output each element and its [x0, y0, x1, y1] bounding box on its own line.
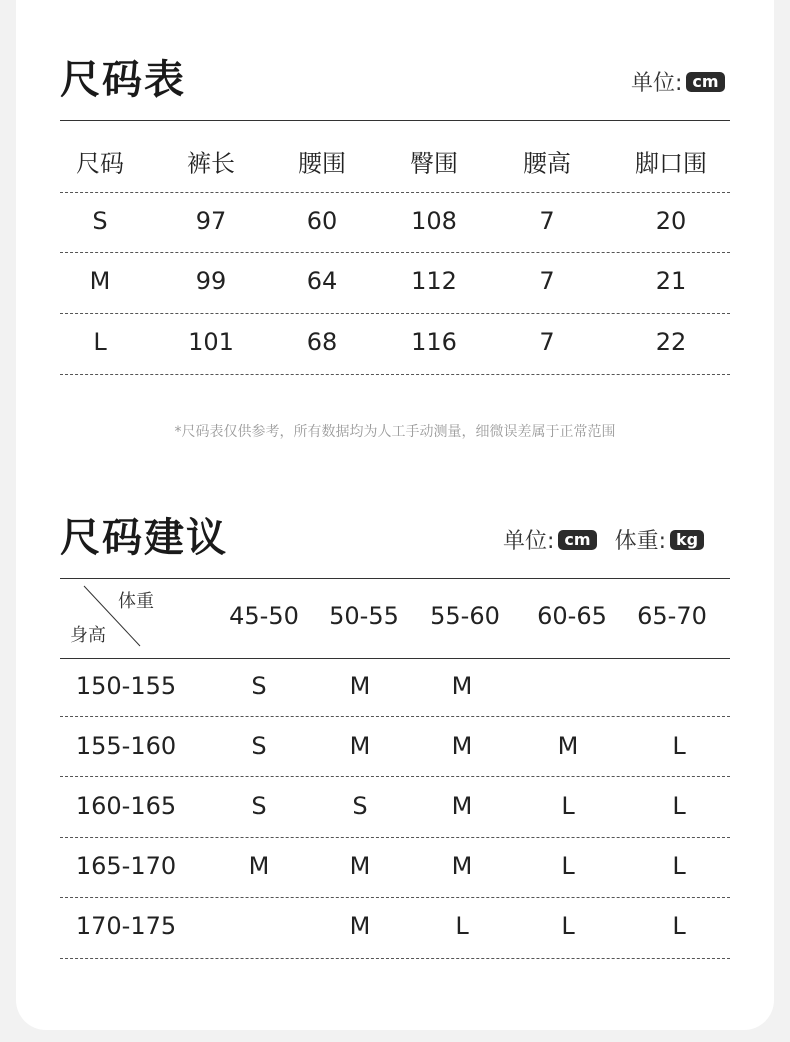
- header-weight-range: 50-55: [329, 602, 399, 630]
- size-cell: M: [451, 792, 473, 820]
- row-divider: [60, 716, 730, 717]
- suggest-table-title: 尺码建议: [60, 515, 228, 561]
- table-cell: 20: [655, 207, 687, 235]
- size-cell: L: [455, 912, 469, 940]
- size-cell: L: [561, 852, 575, 880]
- header-length: 裤长: [187, 149, 235, 178]
- row-divider: [60, 837, 730, 838]
- table-cell: 97: [195, 207, 227, 235]
- header-hem: 脚口围: [635, 149, 707, 178]
- table-cell: M: [89, 267, 111, 295]
- header-rise: 腰高: [523, 149, 571, 178]
- unit-label: 单位:: [631, 71, 683, 96]
- size-cell: M: [248, 852, 270, 880]
- height-range: 165-170: [75, 852, 177, 880]
- size-cell: M: [349, 732, 371, 760]
- table-cell: S: [92, 207, 108, 235]
- size-cell: M: [349, 852, 371, 880]
- table-cell: 68: [306, 328, 338, 356]
- row-divider: [60, 958, 730, 959]
- table-cell: 64: [306, 267, 338, 295]
- table-cell: 7: [539, 328, 555, 356]
- unit-badge: cm: [686, 72, 724, 92]
- size-cell: L: [672, 732, 686, 760]
- corner-weight-label: 体重: [118, 591, 154, 612]
- size-cell: S: [251, 732, 267, 760]
- size-cell: M: [451, 852, 473, 880]
- table-cell: L: [93, 328, 107, 356]
- table-cell: 21: [655, 267, 687, 295]
- table-cell: 108: [411, 207, 457, 235]
- table-cell: 116: [411, 328, 457, 356]
- table-cell: 99: [195, 267, 227, 295]
- row-divider: [60, 374, 730, 375]
- height-range: 170-175: [75, 912, 177, 940]
- header-weight-range: 45-50: [229, 602, 299, 630]
- unit-badge: cm: [558, 530, 596, 550]
- size-cell: S: [251, 672, 267, 700]
- table-cell: 60: [306, 207, 338, 235]
- table-cell: 7: [539, 207, 555, 235]
- unit-label: 单位:: [503, 529, 555, 554]
- header-hip: 臀围: [410, 149, 458, 178]
- header-weight-range: 60-65: [537, 602, 607, 630]
- size-cell: L: [672, 792, 686, 820]
- height-range: 155-160: [75, 732, 177, 760]
- size-cell: L: [672, 912, 686, 940]
- size-cell: M: [349, 912, 371, 940]
- header-weight-range: 65-70: [637, 602, 707, 630]
- size-cell: L: [672, 852, 686, 880]
- corner-height-label: 身高: [70, 625, 106, 646]
- header-waist: 腰围: [298, 149, 346, 178]
- size-table-top-rule: [60, 120, 730, 121]
- row-divider: [60, 313, 730, 314]
- header-weight-range: 55-60: [430, 602, 500, 630]
- suggest-table-unit: [503, 524, 704, 555]
- size-cell: L: [561, 912, 575, 940]
- weight-badge: kg: [670, 530, 704, 550]
- size-table-note: *尺码表仅供参考，所有数据均为人工手动测量，细微误差属于正常范围: [174, 424, 616, 440]
- size-cell: S: [352, 792, 368, 820]
- size-cell: M: [451, 672, 473, 700]
- header-rule: [60, 658, 730, 659]
- header-size: 尺码: [76, 149, 124, 178]
- size-cell: M: [349, 672, 371, 700]
- suggest-table-top-rule: [60, 578, 730, 579]
- row-divider: [60, 897, 730, 898]
- size-cell: L: [561, 792, 575, 820]
- size-table-title: 尺码表: [60, 57, 186, 103]
- row-divider: [60, 776, 730, 777]
- size-table-unit: [631, 66, 725, 97]
- table-cell: 22: [655, 328, 687, 356]
- table-cell: 101: [188, 328, 234, 356]
- row-divider: [60, 192, 730, 193]
- table-cell: 112: [411, 267, 457, 295]
- weight-label: 体重:: [614, 529, 666, 554]
- table-cell: 7: [539, 267, 555, 295]
- size-cell: S: [251, 792, 267, 820]
- height-range: 160-165: [75, 792, 177, 820]
- size-cell: M: [451, 732, 473, 760]
- row-divider: [60, 252, 730, 253]
- height-range: 150-155: [75, 672, 177, 700]
- size-cell: M: [557, 732, 579, 760]
